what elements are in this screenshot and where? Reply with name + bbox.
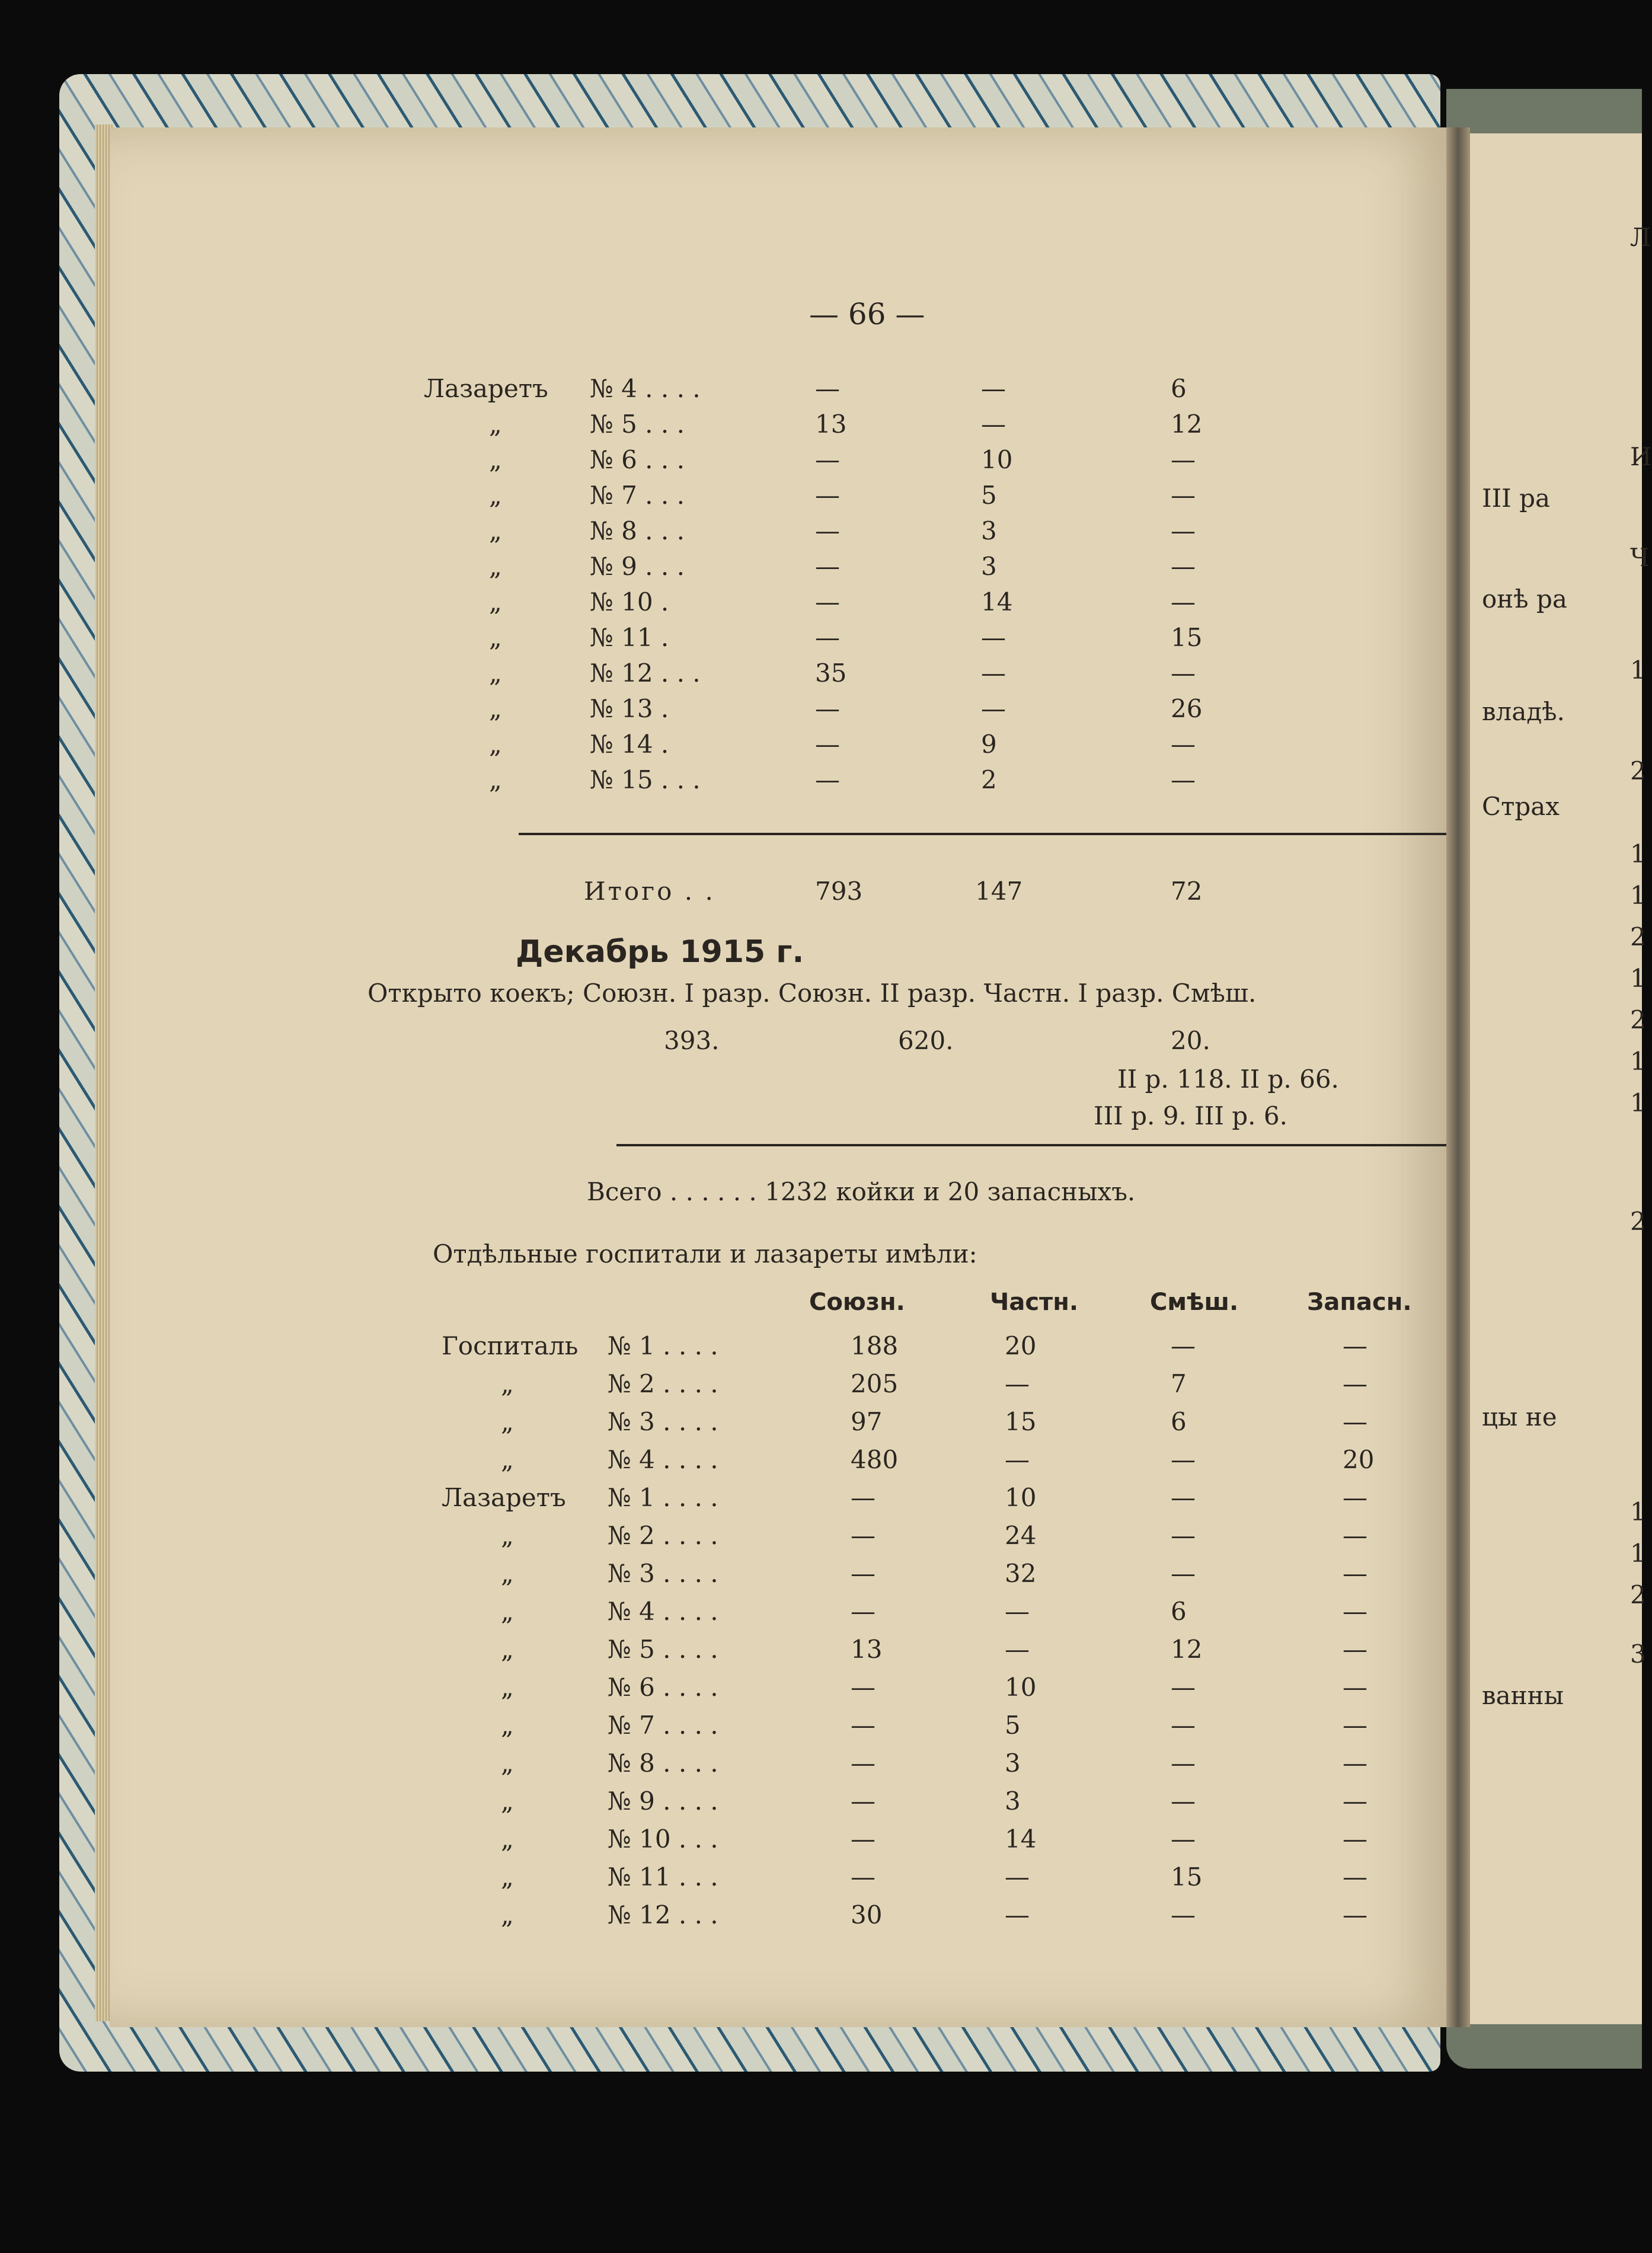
cell-chastn: 10 (981, 445, 1013, 474)
value-soyuzn-1: 393. (664, 1026, 720, 1055)
row-number: № 6 . . . . (608, 1673, 718, 1702)
cell-soyuzn: — (815, 694, 840, 723)
row-number: № 14 . (590, 730, 669, 759)
value-rank-2: II р. 118. II р. 66. (1117, 1065, 1339, 1094)
cell-chastn: — (981, 410, 1006, 439)
right-page-fragment: III ра (1482, 484, 1551, 513)
ditto-mark: „ (501, 1369, 514, 1398)
section-heading: Декабрь 1915 г. (516, 934, 804, 970)
row-number: № 13 . (590, 694, 669, 723)
right-page-fragment: 1 (1630, 881, 1646, 910)
cell-smesh: 15 (1171, 1862, 1203, 1891)
row-number: № 5 . . . . (608, 1635, 718, 1664)
cell-soyuzn: — (851, 1749, 875, 1778)
cell-zapasn: — (1343, 1862, 1367, 1891)
cell-soyuzn: — (815, 730, 840, 759)
cell-smesh: — (1171, 587, 1196, 616)
cell-smesh: — (1171, 552, 1196, 581)
cell-soyuzn: — (851, 1673, 875, 1702)
cell-chastn: — (981, 694, 1006, 723)
row-number: № 4 . . . . (608, 1597, 718, 1626)
right-page-fragment: 2 (1630, 1207, 1646, 1236)
cell-soyuzn: 35 (815, 659, 847, 688)
row-number: № 2 . . . . (608, 1521, 718, 1550)
cell-soyuzn: — (851, 1559, 875, 1588)
cell-chastn: — (1005, 1445, 1030, 1474)
ditto-mark: „ (489, 552, 502, 581)
summary-rule (616, 1144, 1506, 1146)
right-page-fragment: 1 (1630, 1088, 1646, 1117)
ditto-mark: „ (489, 659, 502, 688)
cell-soyuzn: — (851, 1521, 875, 1550)
cell-chastn: 5 (981, 481, 997, 510)
row-number: № 9 . . . (590, 552, 685, 581)
ditto-mark: „ (501, 1862, 514, 1891)
cell-chastn: 3 (981, 516, 997, 545)
cell-zapasn: — (1343, 1559, 1367, 1588)
cell-zapasn: — (1343, 1824, 1367, 1853)
ditto-mark: „ (501, 1559, 514, 1588)
ditto-mark: „ (489, 516, 502, 545)
ditto-mark: „ (501, 1787, 514, 1816)
ditto-mark: „ (489, 694, 502, 723)
ditto-mark: „ (501, 1597, 514, 1626)
col-header-soyuzn: Союзн. (809, 1289, 905, 1316)
cell-chastn: — (981, 623, 1006, 652)
cell-zapasn: — (1343, 1407, 1367, 1436)
ditto-mark: „ (501, 1673, 514, 1702)
right-page-fragment: 2 (1630, 1005, 1646, 1034)
right-page-fragment: Ч (1630, 543, 1650, 572)
cell-soyuzn: 480 (851, 1445, 899, 1474)
cell-soyuzn: — (815, 445, 840, 474)
row-number: № 10 . (590, 587, 669, 616)
ditto-mark: „ (489, 587, 502, 616)
right-page-fragment: владѣ. (1482, 697, 1565, 726)
cell-chastn: — (1005, 1597, 1030, 1626)
cell-soyuzn: — (851, 1787, 875, 1816)
cell-soyuzn: — (851, 1711, 875, 1740)
cell-smesh: — (1171, 1900, 1196, 1929)
cell-smesh: 7 (1171, 1369, 1187, 1398)
page-number: — 66 — (809, 297, 925, 331)
cell-soyuzn: 13 (815, 410, 847, 439)
ditto-mark: „ (489, 765, 502, 794)
cell-soyuzn: 30 (851, 1900, 883, 1929)
row-number: № 2 . . . . (608, 1369, 718, 1398)
row-number: № 4 . . . . (590, 374, 701, 403)
cell-smesh: — (1171, 1521, 1196, 1550)
cell-zapasn: — (1343, 1673, 1367, 1702)
total-smesh: 72 (1171, 877, 1203, 906)
cell-zapasn: — (1343, 1711, 1367, 1740)
cell-smesh: 26 (1171, 694, 1203, 723)
cell-chastn: 3 (981, 552, 997, 581)
cell-chastn: 24 (1005, 1521, 1037, 1550)
cell-smesh: — (1171, 1787, 1196, 1816)
cell-smesh: 12 (1171, 1635, 1203, 1664)
cell-zapasn: — (1343, 1483, 1367, 1512)
cell-smesh: 6 (1171, 1597, 1187, 1626)
cell-chastn: 15 (1005, 1407, 1037, 1436)
row-number: № 1 . . . . (608, 1331, 718, 1360)
cell-smesh: — (1171, 1673, 1196, 1702)
cell-zapasn: — (1343, 1900, 1367, 1929)
row-number: № 8 . . . (590, 516, 685, 545)
cell-chastn: 10 (1005, 1483, 1037, 1512)
cell-zapasn: — (1343, 1597, 1367, 1626)
cell-smesh: — (1171, 730, 1196, 759)
cell-smesh: — (1171, 659, 1196, 688)
right-page-fragment: 2 (1630, 1580, 1646, 1609)
ditto-mark: „ (501, 1900, 514, 1929)
right-page-fragment: 1 (1630, 656, 1646, 685)
right-page-fragment: 1 (1630, 1047, 1646, 1076)
cell-soyuzn: — (815, 481, 840, 510)
cell-chastn: 32 (1005, 1559, 1037, 1588)
cell-soyuzn: — (815, 623, 840, 652)
right-page-fragment: ванны (1482, 1681, 1564, 1710)
total-rule (519, 833, 1503, 835)
right-page-fragment: 3 (1630, 1640, 1646, 1669)
right-page-fragment: онѣ ра (1482, 584, 1567, 613)
total-label: Итого . . (584, 877, 715, 906)
cell-chastn: — (981, 659, 1006, 688)
row-number: № 9 . . . . (608, 1787, 718, 1816)
ditto-mark: „ (501, 1711, 514, 1740)
ditto-mark: „ (501, 1521, 514, 1550)
cell-soyuzn: — (851, 1483, 875, 1512)
cell-soyuzn: — (851, 1597, 875, 1626)
cell-smesh: — (1171, 1445, 1196, 1474)
row-number: № 7 . . . . (608, 1711, 718, 1740)
right-page-fragment: 2 (1630, 756, 1646, 785)
cell-chastn: 5 (1005, 1711, 1021, 1740)
grand-total-line: Всего . . . . . . 1232 койки и 20 запасныхъ. (587, 1177, 1136, 1206)
cell-chastn: 2 (981, 765, 997, 794)
col-header-chastn: Частн. (990, 1289, 1079, 1316)
cell-smesh: — (1171, 1711, 1196, 1740)
cell-zapasn: — (1343, 1749, 1367, 1778)
col-header-zapasn: Запасн. (1307, 1289, 1412, 1316)
cell-soyuzn: — (815, 552, 840, 581)
cell-smesh: — (1171, 516, 1196, 545)
cell-chastn: — (1005, 1369, 1030, 1398)
cell-chastn: 20 (1005, 1331, 1037, 1360)
cell-chastn: 14 (1005, 1824, 1037, 1853)
ditto-mark: „ (501, 1824, 514, 1853)
row-number: № 12 . . . (608, 1900, 718, 1929)
ditto-mark: „ (501, 1407, 514, 1436)
cell-smesh: 6 (1171, 1407, 1187, 1436)
row-number: № 5 . . . (590, 410, 685, 439)
right-page-fragment: цы не (1482, 1402, 1557, 1431)
right-page-fragment: 2 (1630, 922, 1646, 951)
row-number: № 6 . . . (590, 445, 685, 474)
cell-chastn: 3 (1005, 1749, 1021, 1778)
cell-chastn: — (1005, 1862, 1030, 1891)
ditto-mark: „ (489, 445, 502, 474)
cell-zapasn: — (1343, 1787, 1367, 1816)
ditto-mark: „ (489, 410, 502, 439)
row-number: № 15 . . . (590, 765, 701, 794)
cell-smesh: — (1171, 1824, 1196, 1853)
row-number: № 11 . (590, 623, 669, 652)
ditto-mark: „ (489, 730, 502, 759)
cell-smesh: 12 (1171, 410, 1203, 439)
total-soyuzn: 793 (815, 877, 863, 906)
right-page-fragment: Л (1630, 223, 1651, 252)
right-page (1470, 133, 1652, 2024)
opened-beds-line: Открыто коекъ; Союзн. I разр. Союзн. II разр. Частн. I разр. Смѣш. (368, 979, 1257, 1008)
cell-zapasn: — (1343, 1635, 1367, 1664)
row-label: Госпиталь (442, 1331, 579, 1360)
right-page-fragment: Страх (1482, 792, 1560, 821)
separate-hospitals-caption: Отдѣльные госпитали и лазареты имѣли: (433, 1239, 977, 1268)
cell-soyuzn: — (815, 587, 840, 616)
cell-chastn: — (1005, 1900, 1030, 1929)
cell-smesh: — (1171, 1331, 1196, 1360)
cell-chastn: — (1005, 1635, 1030, 1664)
row-number: № 3 . . . . (608, 1559, 718, 1588)
ditto-mark: „ (489, 481, 502, 510)
cell-soyuzn: — (815, 374, 840, 403)
cell-soyuzn: — (815, 765, 840, 794)
row-number: № 3 . . . . (608, 1407, 718, 1436)
value-soyuzn-2: 620. (898, 1026, 954, 1055)
cell-soyuzn: 205 (851, 1369, 899, 1398)
cell-zapasn: 20 (1343, 1445, 1375, 1474)
cell-smesh: 15 (1171, 623, 1203, 652)
cell-soyuzn: — (815, 516, 840, 545)
cell-chastn: 3 (1005, 1787, 1021, 1816)
cell-soyuzn: 97 (851, 1407, 883, 1436)
cell-chastn: 10 (1005, 1673, 1037, 1702)
row-number: № 10 . . . (608, 1824, 718, 1853)
value-chastn-1: 20. (1171, 1026, 1210, 1055)
row-number: № 1 . . . . (608, 1483, 718, 1512)
ditto-mark: „ (489, 623, 502, 652)
ditto-mark: „ (501, 1749, 514, 1778)
ditto-mark: „ (501, 1635, 514, 1664)
value-rank-3: III р. 9. III р. 6. (1094, 1101, 1287, 1130)
cell-zapasn: — (1343, 1521, 1367, 1550)
cell-chastn: 9 (981, 730, 997, 759)
left-page (110, 127, 1455, 2027)
cell-smesh: — (1171, 765, 1196, 794)
cell-chastn: — (981, 374, 1006, 403)
row-number: № 7 . . . (590, 481, 685, 510)
cell-soyuzn: 13 (851, 1635, 883, 1664)
cell-smesh: — (1171, 1483, 1196, 1512)
cell-chastn: 14 (981, 587, 1013, 616)
right-page-fragment: 1 (1630, 839, 1646, 868)
cell-smesh: 6 (1171, 374, 1187, 403)
cell-smesh: — (1171, 1749, 1196, 1778)
row-number: № 11 . . . (608, 1862, 718, 1891)
row-label: Лазаретъ (442, 1483, 566, 1512)
total-chastn: 147 (975, 877, 1023, 906)
ditto-mark: „ (501, 1445, 514, 1474)
cell-smesh: — (1171, 481, 1196, 510)
cell-soyuzn: — (851, 1862, 875, 1891)
row-number: № 8 . . . . (608, 1749, 718, 1778)
right-page-fragment: 1 (1630, 1539, 1646, 1568)
right-page-fragment: 1 (1630, 1497, 1646, 1526)
cell-smesh: — (1171, 1559, 1196, 1588)
row-label-lazaret: Лазаретъ (424, 374, 548, 403)
row-number: № 4 . . . . (608, 1445, 718, 1474)
cell-zapasn: — (1343, 1331, 1367, 1360)
cell-smesh: — (1171, 445, 1196, 474)
right-page-fragment: И (1630, 442, 1652, 471)
row-number: № 12 . . . (590, 659, 701, 688)
cell-soyuzn: — (851, 1824, 875, 1853)
book-gutter (1446, 127, 1470, 2027)
cell-zapasn: — (1343, 1369, 1367, 1398)
right-page-fragment: 1 (1630, 964, 1646, 993)
col-header-smesh: Смѣш. (1150, 1289, 1239, 1316)
cell-soyuzn: 188 (851, 1331, 899, 1360)
